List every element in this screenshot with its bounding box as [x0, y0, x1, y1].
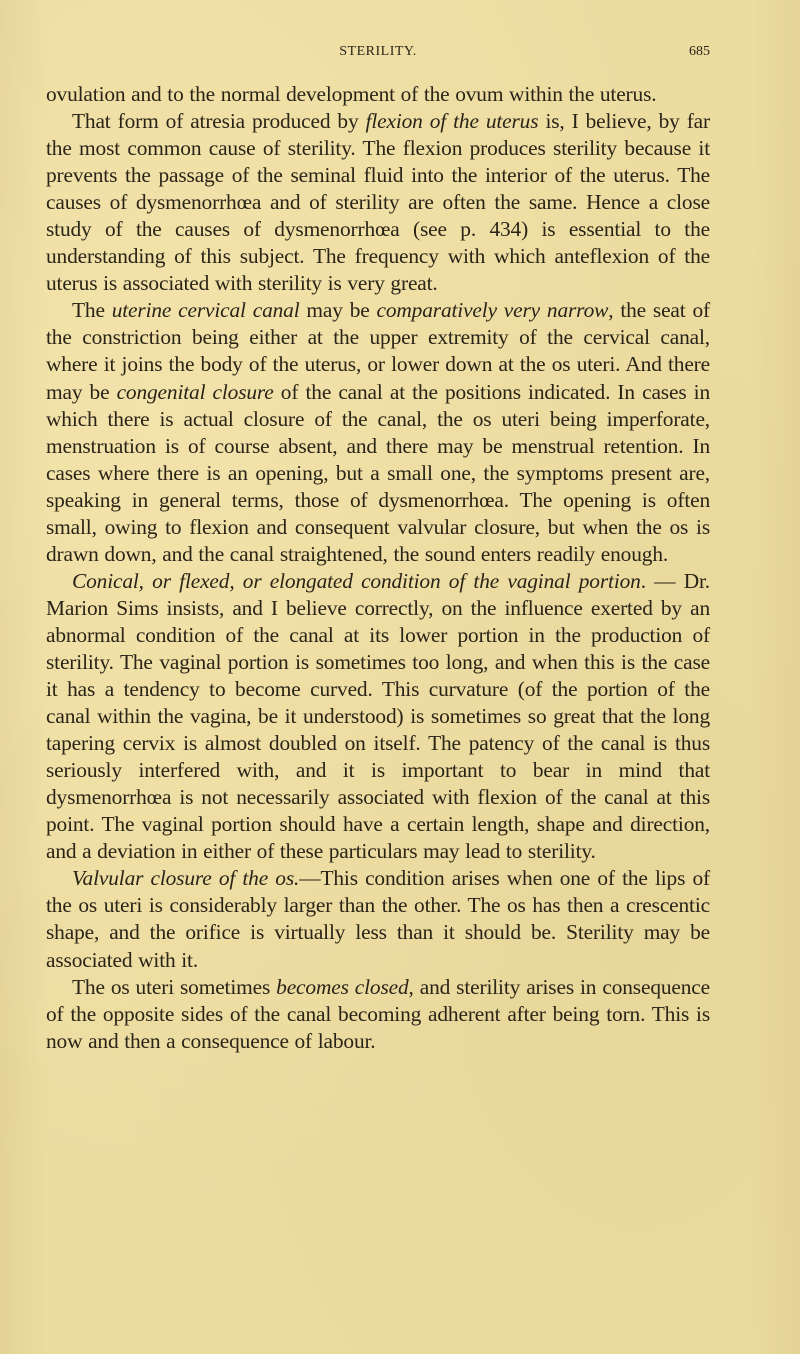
text-run: , and sterility arises in consequence of the opposite sides of the canal becoming adherent after being torn. This is now and then a consequence of labour.: [46, 974, 710, 1053]
text-run: That form of atresia produced by: [72, 109, 366, 134]
paragraph: [46, 297, 710, 567]
body-text: [46, 81, 710, 1055]
italic-phrase: Conical, or flexed, or elongated condition of the vaginal portion: [72, 568, 641, 593]
italic-phrase: becomes closed: [276, 974, 409, 999]
paragraph: [46, 568, 710, 866]
text-run: —This condition arises when one of the lips of the os uteri is considerably larger than the other. The os has then a crescentic shape, and the orifice is virtually less than it should be. Sterility may be associated with it.: [46, 866, 711, 972]
italic-phrase: flexion of the uterus: [365, 109, 539, 134]
paragraph: [46, 108, 710, 297]
italic-phrase: congenital closure: [116, 379, 274, 404]
paragraph: [46, 81, 710, 108]
text-run: . — Dr. Marion Sims insists, and I believe correctly, on the influence exerted by an abnormal condition of the canal at its lower portion in the production of sterility. The vaginal portion is sometimes too long, and when this is the case it has a tendency to become curved. This curvature (of the portion of the canal within the vagina, be it understood) is sometimes so great that the long tapering cervix is almost doubled on itself. The patency of the canal is thus seriously interfered with, and it is important to bear in mind that dysmenorrhœa is not necessarily associated with flexion of the canal at this point. The vaginal portion should have a certain length, shape and direction, and a deviation in either of these particulars may lead to sterility.: [46, 568, 710, 864]
italic-phrase: comparatively very narrow: [376, 298, 609, 323]
text-run: may be: [299, 298, 377, 323]
paragraph: [46, 865, 710, 973]
page-number: 685: [689, 44, 710, 59]
text-run: is, I believe, by far the most common cause of sterility. The flexion produces sterility because it prevents the passage of the seminal fluid into the interior of the uterus. The causes of dysmenorrhœa and of sterility are often the same. Hence a close study of the causes of dysmenorrhœa (see p. 434) is essential to the understanding of this subject. The frequency with which anteflexion of the uterus is associated with sterility is very great.: [46, 109, 710, 296]
text-run: The os uteri sometimes: [72, 974, 277, 999]
text-run: The: [72, 298, 112, 323]
text-run: of the canal at the positions indicated. In cases in which there is actual closure of the canal, the os uteri being imperforate, menstruation is of course absent, and there may be menstrual retention. In cases where there is an opening, but a small one, the symptoms present are, speaking in general terms, those of dysmenorrhœa. The opening is often small, owing to flexion and consequent valvular closure, but when the os is drawn down, and the canal straightened, the sound enters readily enough.: [46, 379, 710, 566]
text-run: , the seat of the constriction being either at the upper extremity of the cervical canal, where it joins the body of the uterus, or lower down at the os uteri. And there may be: [46, 298, 710, 404]
running-head: [46, 44, 710, 64]
paragraph: [46, 974, 710, 1055]
italic-phrase: Valvular closure of the os.: [72, 866, 300, 891]
italic-phrase: uterine cervical canal: [111, 298, 300, 323]
running-title: STERILITY.: [339, 44, 417, 59]
text-run: ovulation and to the normal development of the ovum within the uterus.: [46, 82, 657, 106]
